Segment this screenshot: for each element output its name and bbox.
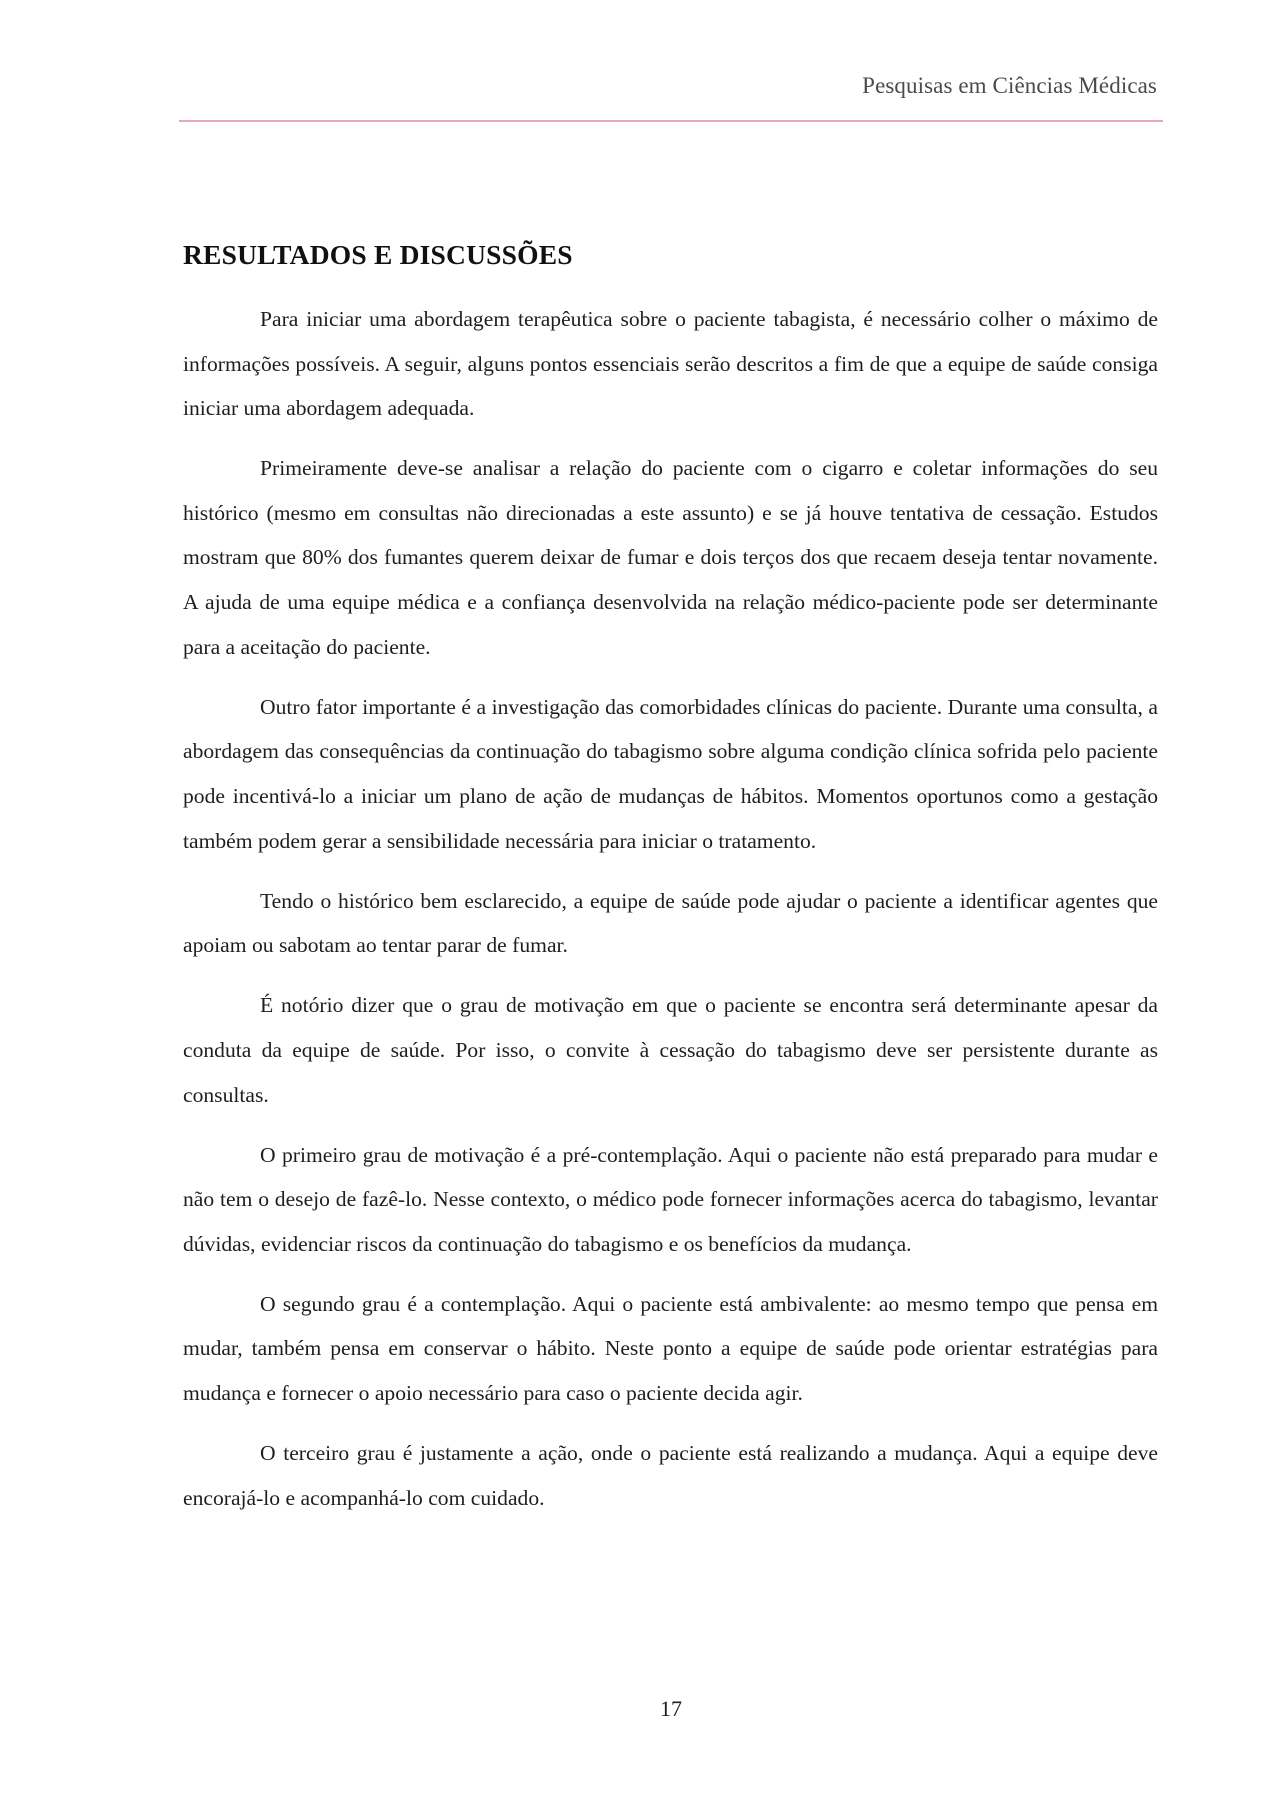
page-number: 17 — [660, 1696, 682, 1721]
paragraph-support-agents: Tendo o histórico bem esclarecido, a equipe de saúde pode ajudar o paciente a identificar agentes que apoiam ou sabotam ao tentar parar de fumar. — [183, 888, 1158, 958]
paragraph-action: O terceiro grau é justamente a ação, onde o paciente está realizando a mudança. Aqui a equipe deve encorajá-lo e acompanhá-lo com cuidado. — [183, 1441, 1158, 1510]
body-text — [183, 297, 1158, 1536]
paragraph-smoking-history: Primeiramente deve-se analisar a relação do paciente com o cigarro e coletar informações do seu histórico (mesmo em consultas não direcionadas a este assunto) e se já houve tentativa de cessação. Estudos mostram que 80% dos fumantes querem deixar de fumar e dois terços dos que recaem deseja tentar novamente. A ajuda de uma equipe médica e a confiança desenvolvida na relação médico-paciente pode ser determinante para a aceitação do paciente. — [183, 456, 1158, 659]
header-divider — [179, 120, 1163, 122]
section-heading: RESULTADOS E DISCUSSÕES — [183, 239, 573, 270]
paragraph-motivation: É notório dizer que o grau de motivação em que o paciente se encontra será determinante apesar da conduta da equipe de saúde. Por isso, o convite à cessação do tabagismo deve ser persistente durante as consultas. — [183, 993, 1158, 1107]
paragraph-intro: Para iniciar uma abordagem terapêutica sobre o paciente tabagista, é necessário colher o máximo de informações possíveis. A seguir, alguns pontos essenciais serão descritos a fim de que a equipe de saúde consiga iniciar uma abordagem adequada. — [183, 307, 1158, 421]
paragraph-comorbidities: Outro fator importante é a investigação das comorbidades clínicas do paciente. Durante uma consulta, a abordagem das consequências da continuação do tabagismo sobre alguma condição clínica sofrida pelo paciente pode incentivá-lo a iniciar um plano de ação de mudanças de hábitos. Momentos oportunos como a gestação também podem gerar a sensibilidade necessária para iniciar o tratamento. — [183, 694, 1158, 853]
running-header-title: Pesquisas em Ciências Médicas — [862, 73, 1157, 98]
paragraph-precontemplation: O primeiro grau de motivação é a pré-contemplação. Aqui o paciente não está preparado para mudar e não tem o desejo de fazê-lo. Nesse contexto, o médico pode fornecer informações acerca do tabagismo, levantar dúvidas, evidenciar riscos da continuação do tabagismo e os benefícios da mudança. — [183, 1142, 1158, 1256]
paragraph-contemplation: O segundo grau é a contemplação. Aqui o paciente está ambivalente: ao mesmo tempo que pensa em mudar, também pensa em conservar o hábito. Neste ponto a equipe de saúde pode orientar estratégias para mudança e fornecer o apoio necessário para caso o paciente decida agir. — [183, 1291, 1158, 1406]
